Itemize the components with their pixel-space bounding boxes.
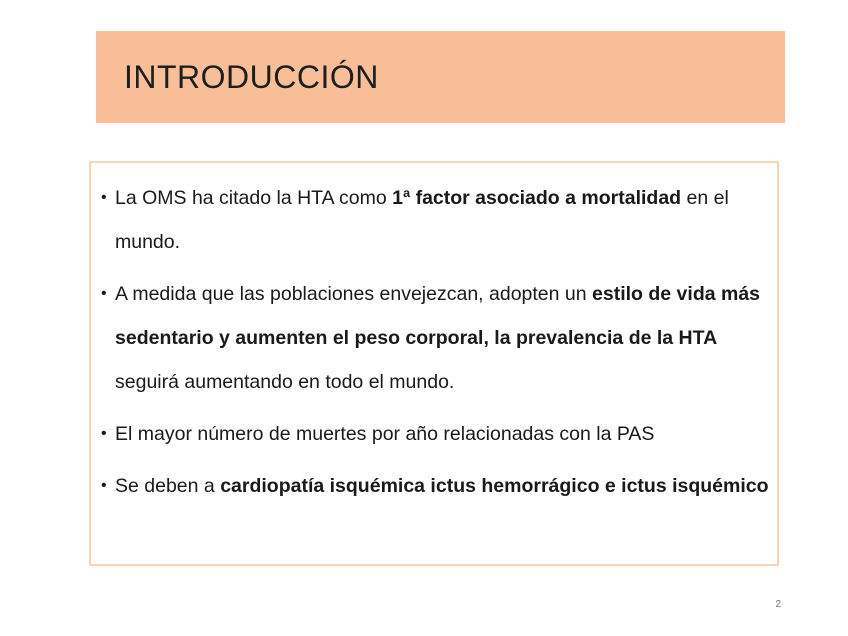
bullet-text: A medida que las poblaciones envejezcan, adopten un — [115, 283, 593, 305]
bullet-text: seguirá aumentando en todo el mundo. — [115, 371, 455, 393]
bullet-item — [101, 176, 769, 264]
bullet-text: La OMS ha citado la HTA como — [115, 187, 393, 209]
bullet-item — [101, 464, 769, 508]
bullet-text: El mayor número de muertes por año relacionadas con la PAS — [115, 423, 655, 445]
content-box — [89, 161, 779, 566]
bullet-text-bold: 1ª factor asociado a mortalidad — [392, 187, 682, 209]
slide-title: INTRODUCCIÓN — [124, 59, 379, 95]
title-banner — [96, 31, 785, 123]
bullet-text: Se deben a — [115, 475, 221, 497]
bullet-text: en el mundo. — [115, 187, 729, 253]
bullet-text-bold: cardiopatía isquémica ictus hemorrágico e ictus isquémico — [220, 475, 769, 497]
bullet-item — [101, 272, 769, 404]
bullet-text-bold: estilo de vida más sedentario y aumenten el peso corporal, la prevalencia de la HTA — [115, 283, 761, 349]
page-number: 2 — [775, 599, 781, 610]
bullet-item — [101, 412, 769, 456]
bullet-list — [101, 176, 769, 516]
